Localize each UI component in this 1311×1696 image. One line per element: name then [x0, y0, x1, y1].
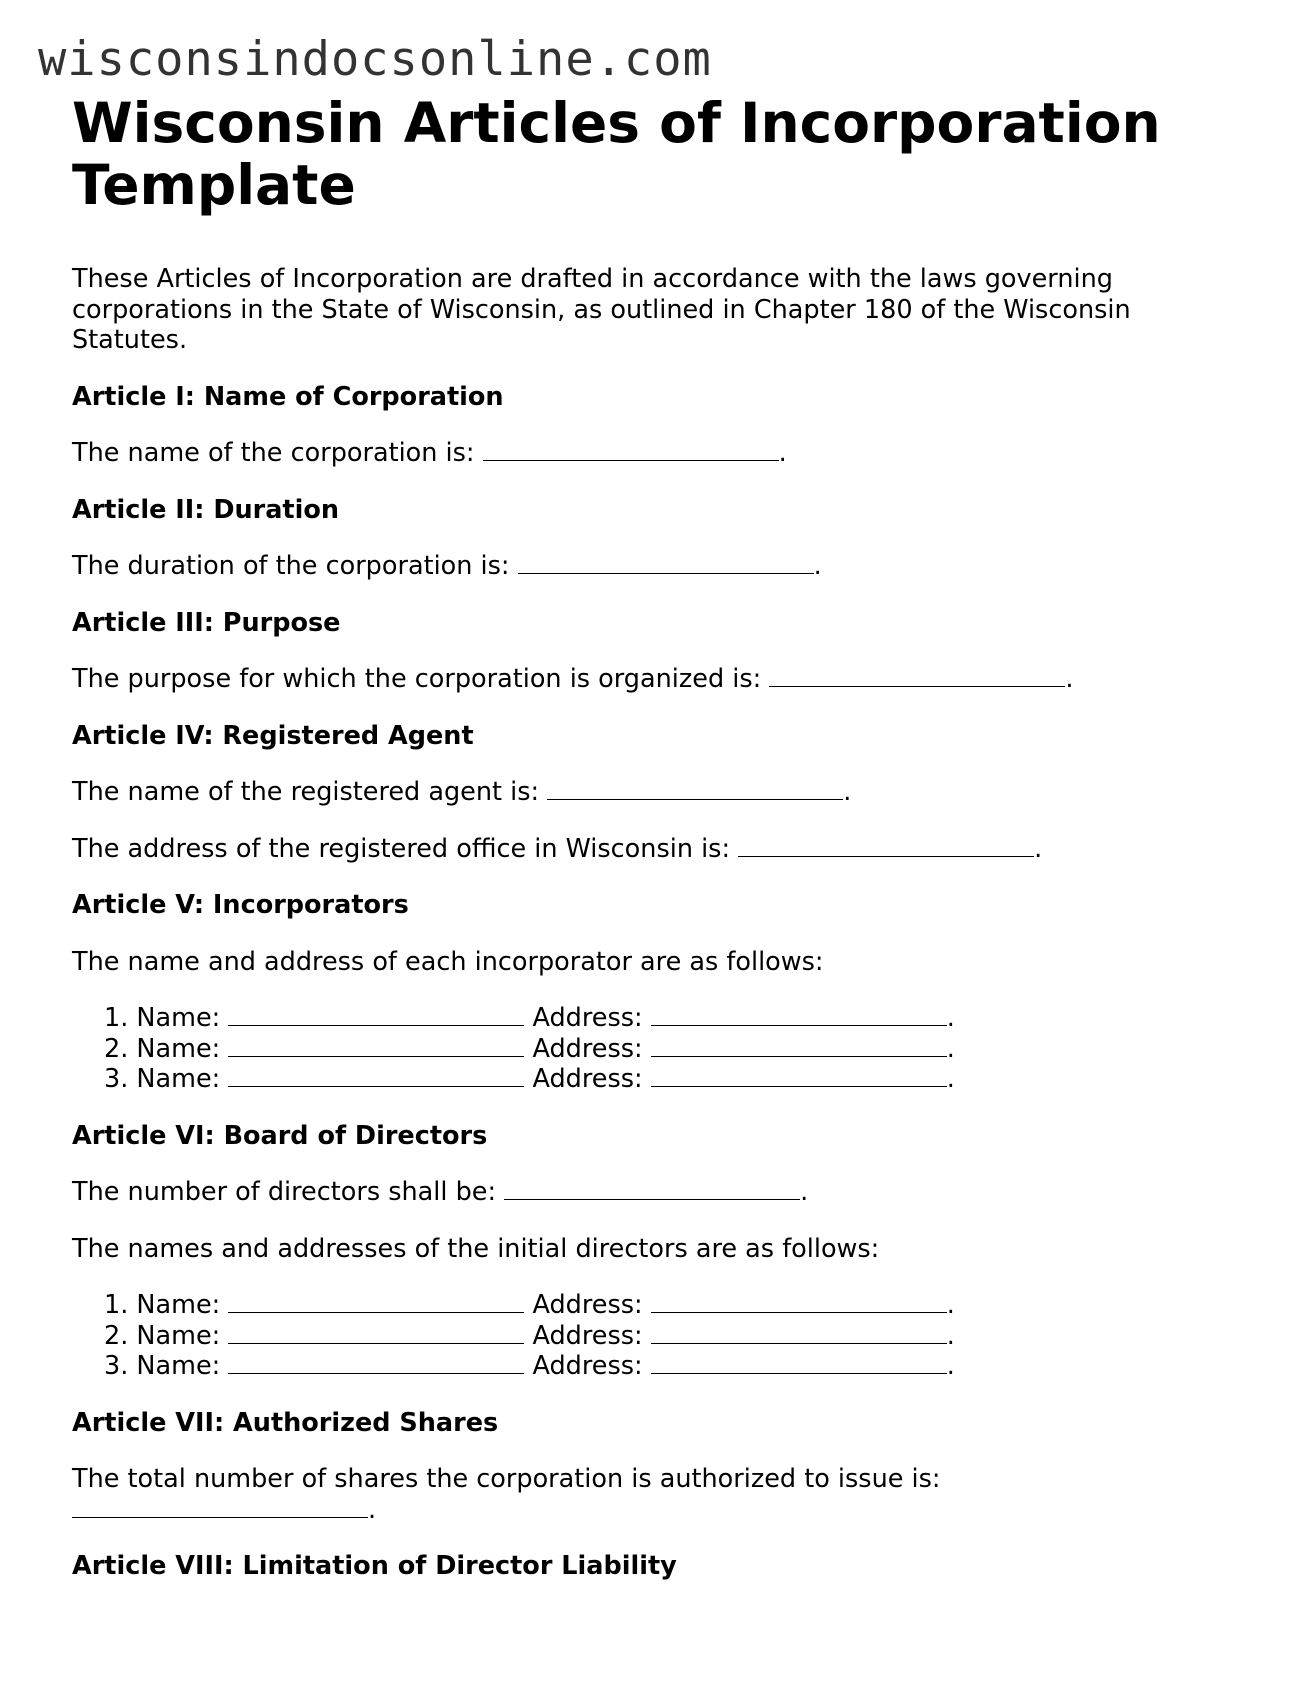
article-8-heading: Article VIII: Limitation of Director Liability	[72, 1551, 677, 1581]
list-item: 3. Name: Address: .	[104, 1064, 955, 1094]
article-4-heading: Article IV: Registered Agent	[72, 720, 474, 751]
purpose-blank[interactable]	[769, 664, 1065, 687]
article-3-heading: Article III: Purpose	[72, 607, 341, 638]
duration-blank[interactable]	[518, 551, 814, 574]
corporation-name-blank[interactable]	[483, 438, 779, 461]
list-item: 3. Name: Address: .	[104, 1351, 955, 1381]
document	[72, 92, 1232, 1582]
number-of-directors-blank[interactable]	[504, 1177, 800, 1200]
incorporator-2-address-blank[interactable]	[651, 1034, 947, 1057]
article-6-text-names: The names and addresses of the initial directors are as follows:	[72, 1233, 880, 1264]
incorporators-list	[72, 1003, 1232, 1095]
article-4-text-agent: The name of the registered agent is: .	[72, 777, 852, 807]
authorized-shares-blank[interactable]	[72, 1495, 368, 1518]
list-item: 2. Name: Address: .	[104, 1320, 955, 1351]
article-5-text: The name and address of each incorporator are as follows:	[72, 946, 824, 977]
director-3-name-blank[interactable]	[228, 1351, 524, 1374]
list-item: 1. Name: Address: .	[104, 1003, 955, 1033]
incorporator-1-name-blank[interactable]	[228, 1003, 524, 1026]
list-item: 2. Name: Address: .	[104, 1033, 955, 1064]
director-3-address-blank[interactable]	[651, 1351, 947, 1374]
article-1-text: The name of the corporation is: .	[72, 438, 787, 468]
incorporator-3-address-blank[interactable]	[651, 1064, 947, 1087]
director-2-address-blank[interactable]	[651, 1321, 947, 1344]
director-1-name-blank[interactable]	[228, 1290, 524, 1313]
registered-agent-blank[interactable]	[547, 777, 843, 800]
director-1-address-blank[interactable]	[651, 1290, 947, 1313]
article-6-text-number: The number of directors shall be: .	[72, 1177, 809, 1207]
watermark: wisconsindocsonline.com	[38, 32, 712, 87]
article-3-text: The purpose for which the corporation is organized is: .	[72, 664, 1074, 694]
article-6-heading: Article VI: Board of Directors	[72, 1120, 488, 1151]
incorporator-2-name-blank[interactable]	[228, 1034, 524, 1057]
article-7-heading: Article VII: Authorized Shares	[72, 1407, 499, 1438]
list-item: 1. Name: Address: .	[104, 1290, 955, 1320]
article-7-text: The total number of shares the corporation is authorized to issue is: .	[72, 1464, 941, 1525]
article-2-heading: Article II: Duration	[72, 494, 340, 525]
incorporator-3-name-blank[interactable]	[228, 1064, 524, 1087]
registered-office-blank[interactable]	[738, 834, 1034, 857]
article-4-text-office: The address of the registered office in Wisconsin is: .	[72, 833, 1043, 864]
article-1-heading: Article I: Name of Corporation	[72, 381, 504, 412]
director-2-name-blank[interactable]	[228, 1321, 524, 1344]
article-2-text: The duration of the corporation is: .	[72, 551, 822, 581]
directors-list	[72, 1290, 1232, 1382]
incorporator-1-address-blank[interactable]	[651, 1003, 947, 1026]
article-5-heading: Article V: Incorporators	[72, 890, 409, 920]
page-title: Wisconsin Articles of Incorporation Template	[72, 91, 1161, 217]
intro-paragraph: These Articles of Incorporation are drafted in accordance with the laws governing corporations in the State of Wisconsin, as outlined in Chapter 180 of the Wisconsin Statutes.	[72, 264, 1131, 355]
